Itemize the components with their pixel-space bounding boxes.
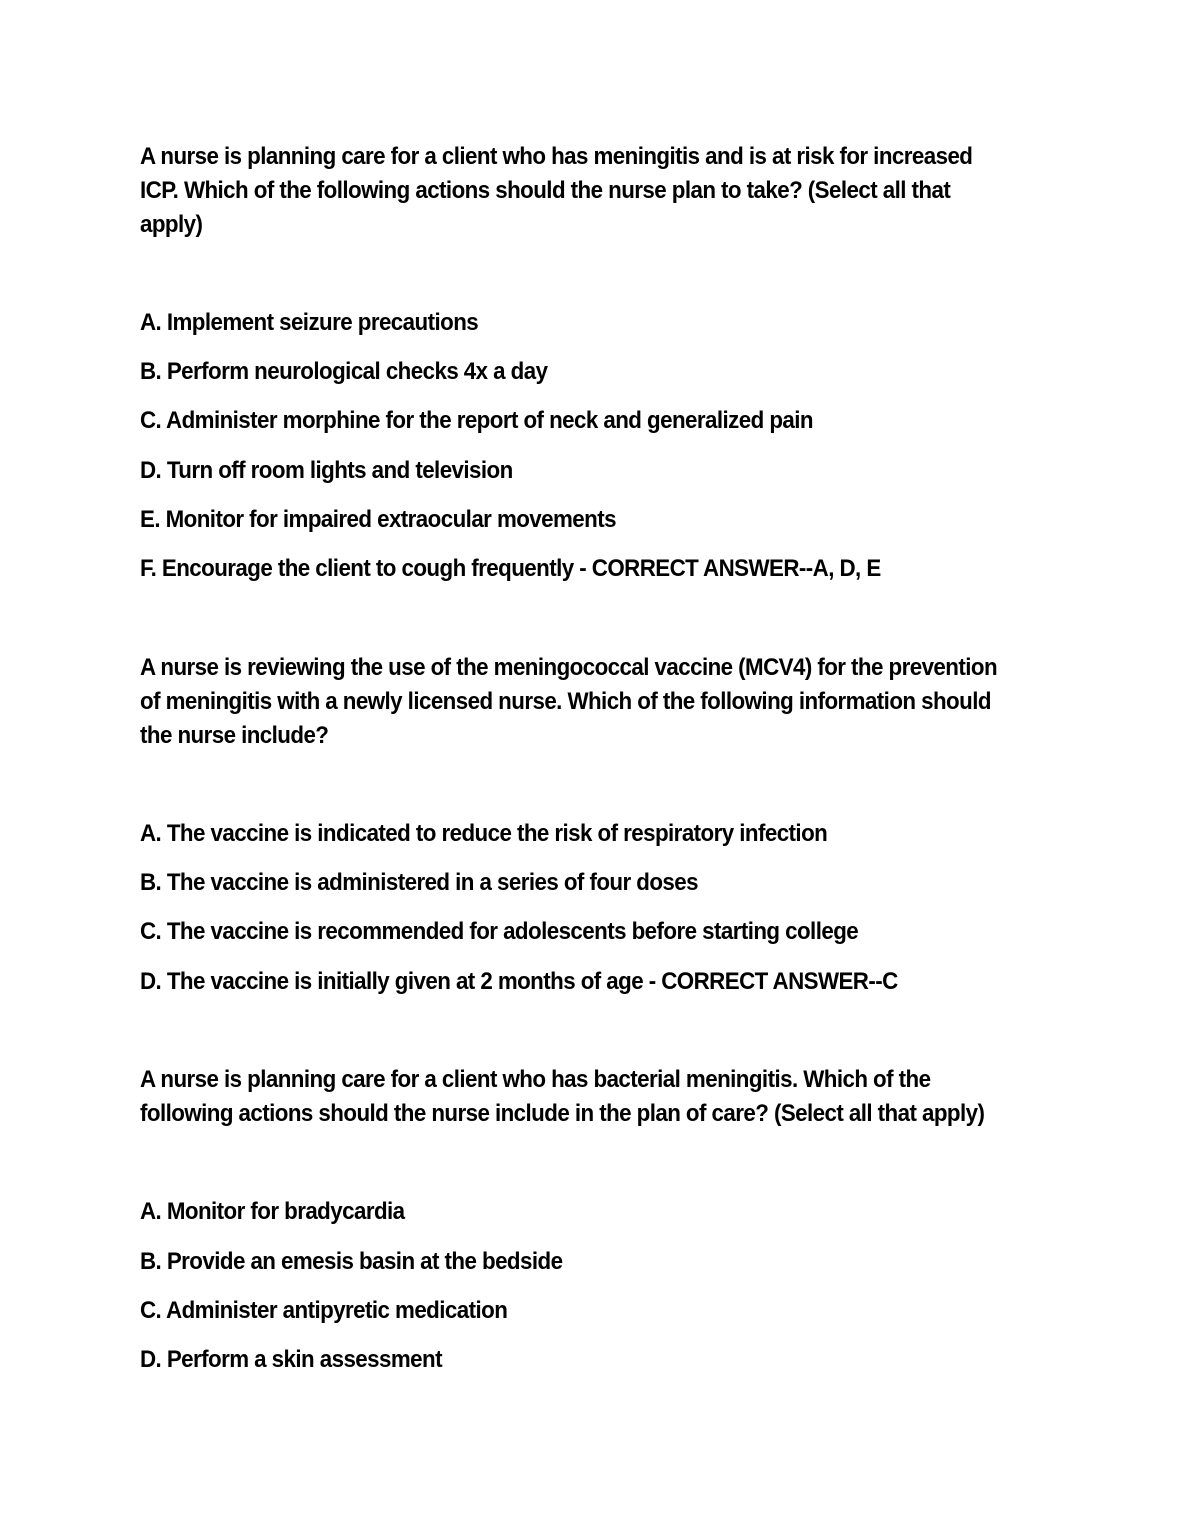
question-stem-line: of meningitis with a newly licensed nurse. Which of the following information should (140, 688, 991, 715)
question-3-stem (140, 1063, 996, 1131)
question-3-option-c: C. Administer antipyretic medication (140, 1297, 508, 1324)
question-stem-line: apply) (140, 211, 203, 238)
question-2-stem (140, 651, 996, 753)
question-stem-line: the nurse include? (140, 722, 329, 749)
question-2-option-c: C. The vaccine is recommended for adolescents before starting college (140, 918, 859, 945)
question-1-option-c: C. Administer morphine for the report of neck and generalized pain (140, 407, 813, 434)
question-1-option-a: A. Implement seizure precautions (140, 309, 479, 336)
question-2-option-d-answer: D. The vaccine is initially given at 2 months of age - CORRECT ANSWER--C (140, 968, 898, 995)
question-3-option-a: A. Monitor for bradycardia (140, 1198, 405, 1225)
question-stem-line: ICP. Which of the following actions should the nurse plan to take? (Select all that (140, 177, 951, 204)
question-1-option-d: D. Turn off room lights and television (140, 457, 513, 484)
question-1-option-e: E. Monitor for impaired extraocular movements (140, 506, 616, 533)
question-2-option-a: A. The vaccine is indicated to reduce the risk of respiratory infection (140, 820, 828, 847)
question-stem-line: A nurse is reviewing the use of the meningococcal vaccine (MCV4) for the prevention (140, 654, 998, 681)
question-stem-line: A nurse is planning care for a client who has meningitis and is at risk for increased (140, 143, 973, 170)
question-3-option-d: D. Perform a skin assessment (140, 1346, 442, 1373)
question-1-option-f-answer: F. Encourage the client to cough frequently - CORRECT ANSWER--A, D, E (140, 555, 881, 582)
question-1-stem (140, 140, 996, 242)
question-stem-line: A nurse is planning care for a client who has bacterial meningitis. Which of the (140, 1066, 931, 1093)
question-1-option-b: B. Perform neurological checks 4x a day (140, 358, 548, 385)
question-stem-line: following actions should the nurse include in the plan of care? (Select all that apply) (140, 1100, 985, 1127)
question-3-option-b: B. Provide an emesis basin at the bedside (140, 1248, 563, 1275)
question-2-option-b: B. The vaccine is administered in a series of four doses (140, 869, 698, 896)
